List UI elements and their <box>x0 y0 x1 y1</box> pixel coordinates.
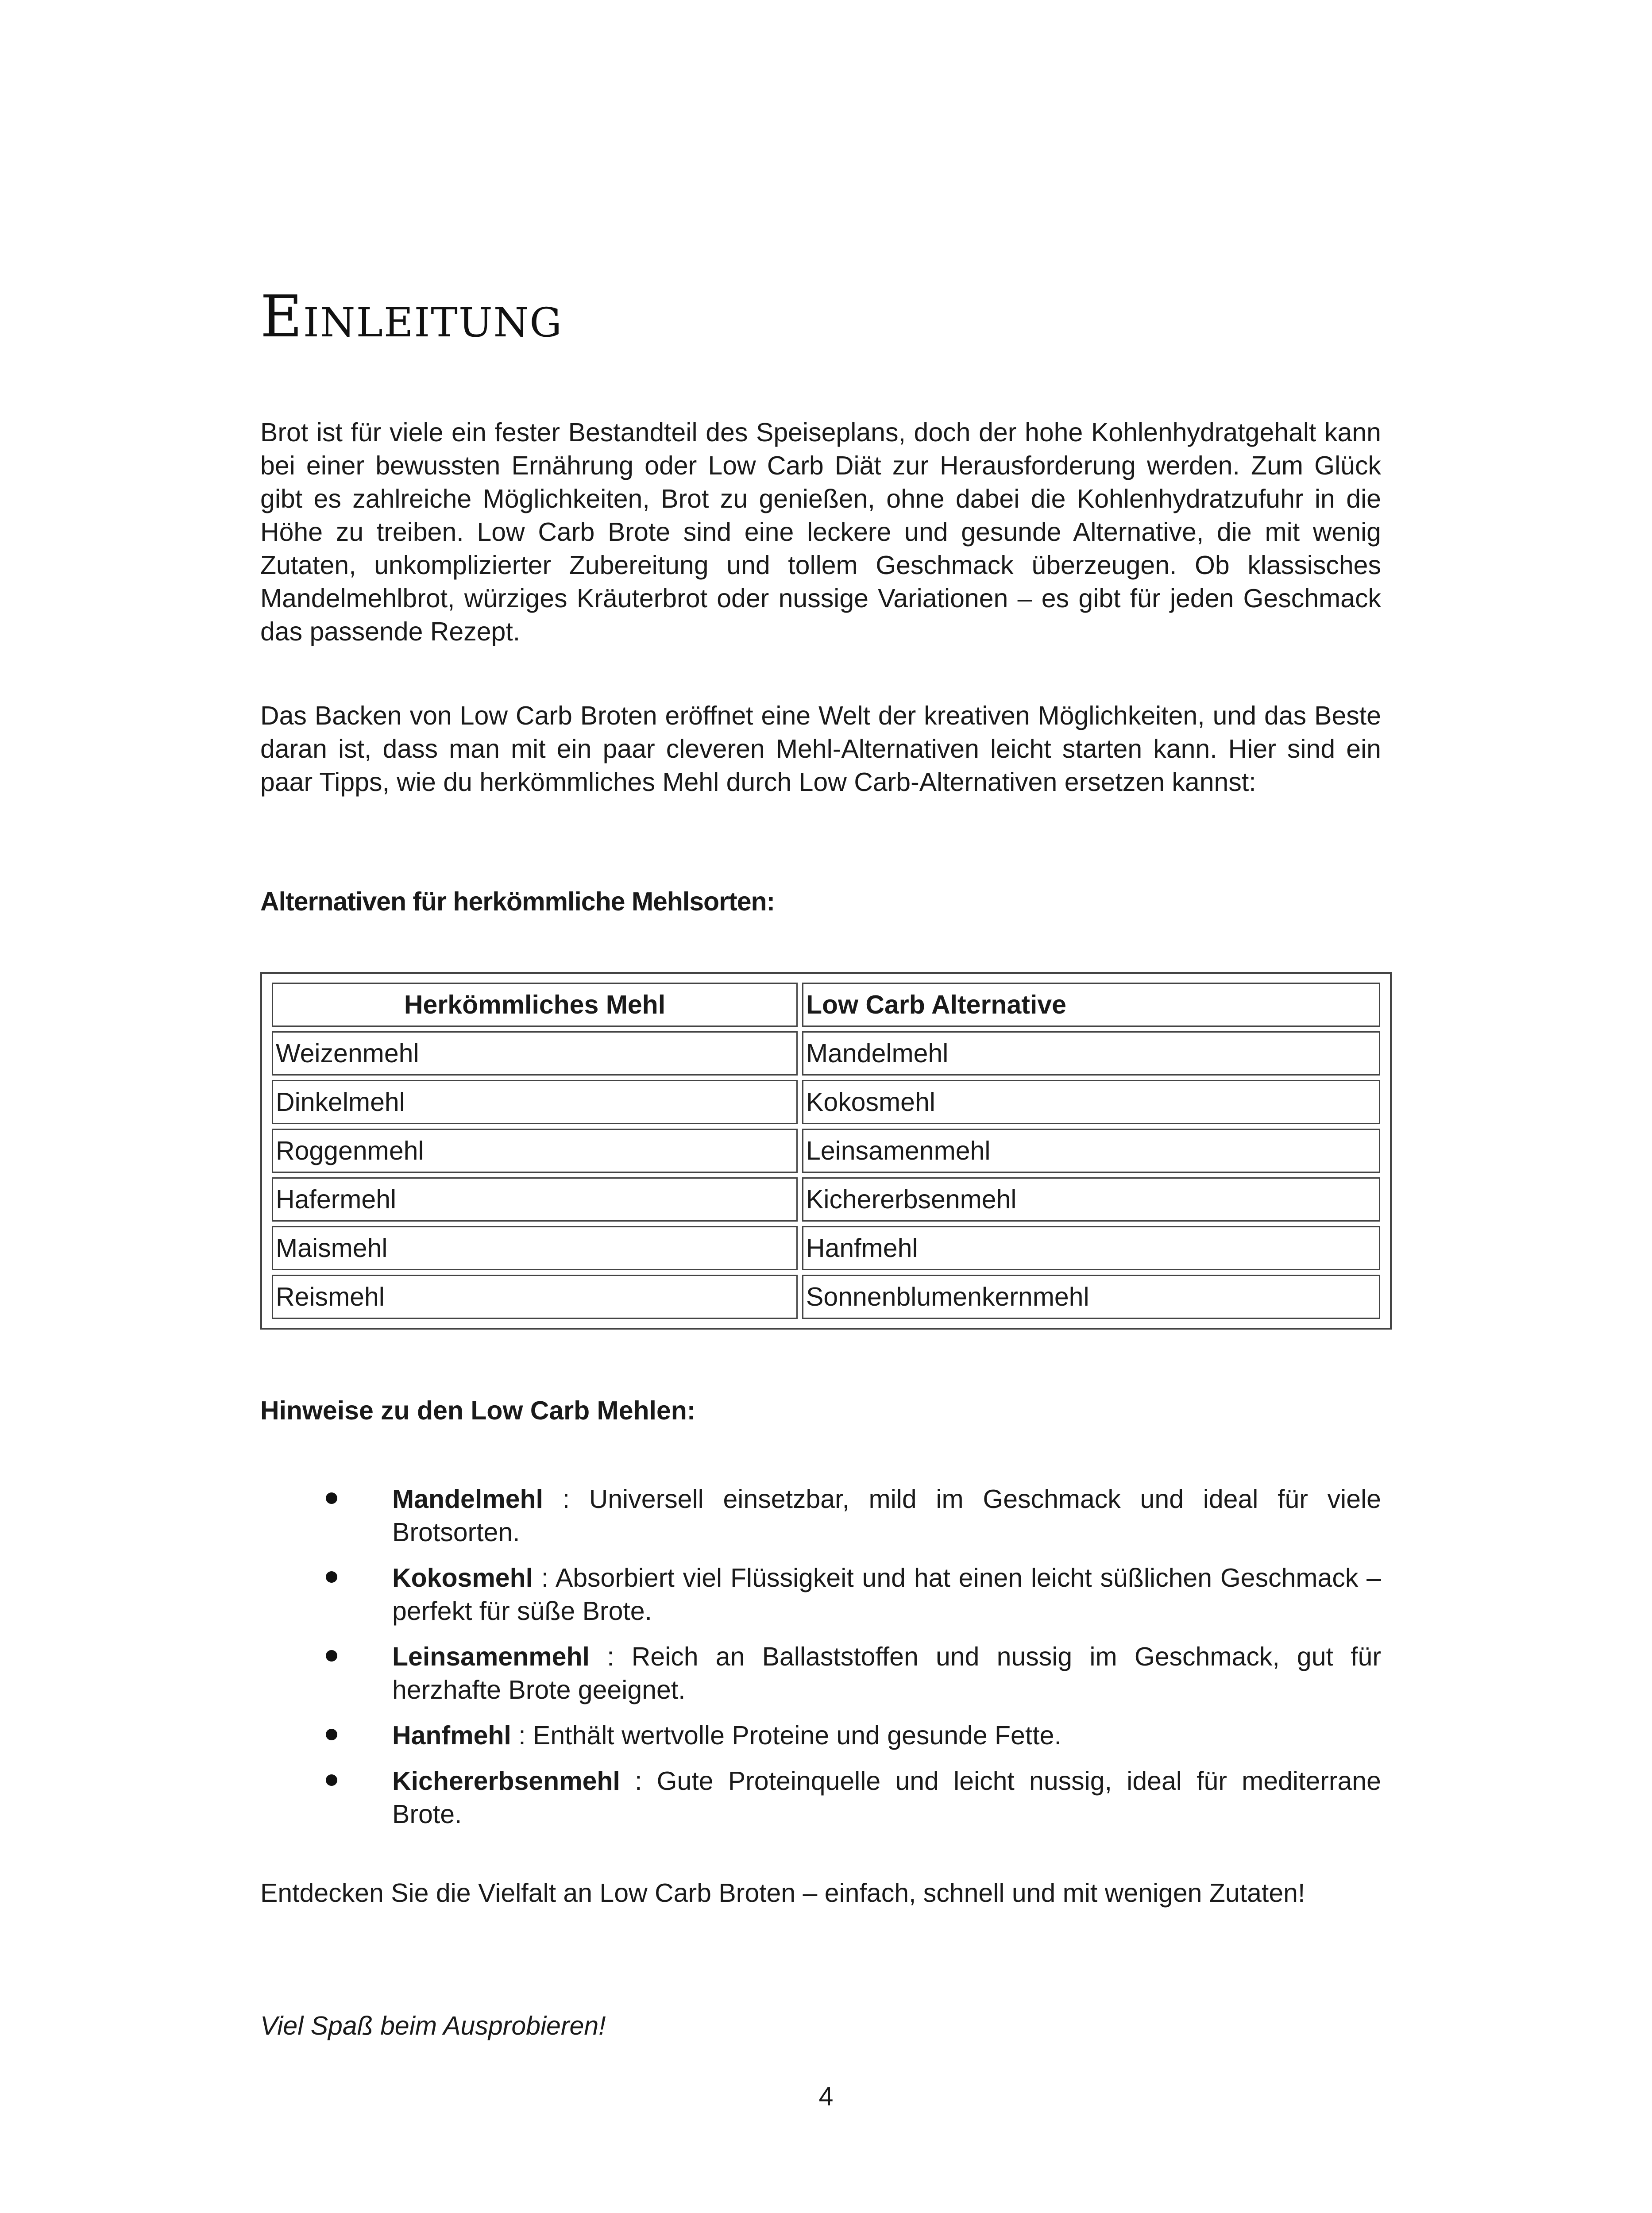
table-row <box>272 1177 1380 1222</box>
table-cell-conventional: Dinkelmehl <box>272 1080 798 1124</box>
table-cell-low-carb: Sonnenblumenkernmehl <box>802 1275 1380 1319</box>
note-text: : Universell einsetzbar, mild im Geschmack und ideal für viele Brotsorten. <box>392 1484 1381 1547</box>
table-cell-low-carb: Kichererbsenmehl <box>802 1177 1380 1222</box>
note-term: Leinsamenmehl <box>392 1642 590 1671</box>
table-cell-conventional: Maismehl <box>272 1226 798 1270</box>
table-cell-low-carb: Mandelmehl <box>802 1031 1380 1076</box>
note-term: Hanfmehl <box>392 1721 511 1750</box>
intro-paragraph-2: Das Backen von Low Carb Broten eröffnet eine Welt der kreativen Möglichkeiten, und das Beste daran ist, dass man mit ein paar cleveren Mehl-Alternativen leicht starten kann. Hier sind ein paar Tipps, wie du herkömmliches Mehl durch Low Carb-Alternativen ersetzen kannst: <box>260 701 1381 797</box>
note-text: : Reich an Ballaststoffen und nussig im Geschmack, gut für herzhafte Brote geeignet. <box>392 1642 1381 1704</box>
table-row <box>272 1129 1380 1173</box>
bullet-icon <box>326 1650 337 1662</box>
bullet-icon <box>326 1774 337 1786</box>
table-cell-conventional: Weizenmehl <box>272 1031 798 1076</box>
intro-paragraph-1: Brot ist für viele ein fester Bestandteil des Speiseplans, doch der hohe Kohlenhydratgehalt kann bei einer bewussten Ernährung oder Low Carb Diät zur Herausforderung werden. Zum Glück gibt es zahlreiche Möglichkeiten, Brot zu genießen, ohne dabei die Kohlenhydratzufuhr in die Höhe zu treiben. Low Carb Brote sind eine leckere und gesunde Alternative, die mit wenig Zutaten, unkomplizierter Zubereitung und tollem Geschmack überzeugen. Ob klassisches Mandelmehlbrot, würziges Kräuterbrot oder nussige Variationen – es gibt für jeden Geschmack das passende Rezept. <box>260 418 1381 646</box>
table-cell-low-carb: Kokosmehl <box>802 1080 1380 1124</box>
bullet-icon <box>326 1571 337 1583</box>
notes-list <box>326 1483 1381 1843</box>
column-header-conventional: Herkömmliches Mehl <box>272 983 798 1027</box>
table-header-row <box>272 983 1380 1027</box>
table-heading: Alternativen für herkömmliche Mehlsorten: <box>260 887 775 916</box>
note-text: : Gute Proteinquelle und leicht nussig, ideal für mediterrane Brote. <box>392 1766 1381 1829</box>
table-cell-conventional: Reismehl <box>272 1275 798 1319</box>
note-text: : Enthält wertvolle Proteine und gesunde Fette. <box>511 1721 1061 1750</box>
page-title: Einleitung <box>260 283 563 350</box>
bullet-icon <box>326 1492 337 1504</box>
table-row <box>272 1080 1380 1124</box>
page-number: 4 <box>818 2082 834 2111</box>
list-item <box>326 1765 1381 1831</box>
signoff: Viel Spaß beim Ausprobieren! <box>260 2011 606 2040</box>
list-item <box>326 1640 1381 1707</box>
table-row <box>272 1226 1380 1270</box>
table-cell-conventional: Roggenmehl <box>272 1129 798 1173</box>
note-term: Kokosmehl <box>392 1563 533 1592</box>
column-header-low-carb: Low Carb Alternative <box>802 983 1380 1027</box>
note-term: Kichererbsenmehl <box>392 1766 620 1796</box>
table-cell-conventional: Hafermehl <box>272 1177 798 1222</box>
flour-alternatives-table <box>260 972 1392 1330</box>
table-row <box>272 1275 1380 1319</box>
list-item <box>326 1483 1381 1549</box>
list-item <box>326 1561 1381 1628</box>
table-cell-low-carb: Hanfmehl <box>802 1226 1380 1270</box>
closing-sentence: Entdecken Sie die Vielfalt an Low Carb Broten – einfach, schnell und mit wenigen Zutaten! <box>260 1878 1305 1908</box>
note-term: Mandelmehl <box>392 1484 543 1514</box>
note-text: : Absorbiert viel Flüssigkeit und hat einen leicht süßlichen Geschmack – perfekt für süße Brote. <box>392 1563 1381 1626</box>
bullet-icon <box>326 1729 337 1740</box>
table-cell-low-carb: Leinsamenmehl <box>802 1129 1380 1173</box>
list-item <box>326 1719 1381 1752</box>
notes-heading: Hinweise zu den Low Carb Mehlen: <box>260 1396 696 1425</box>
table-row <box>272 1031 1380 1076</box>
